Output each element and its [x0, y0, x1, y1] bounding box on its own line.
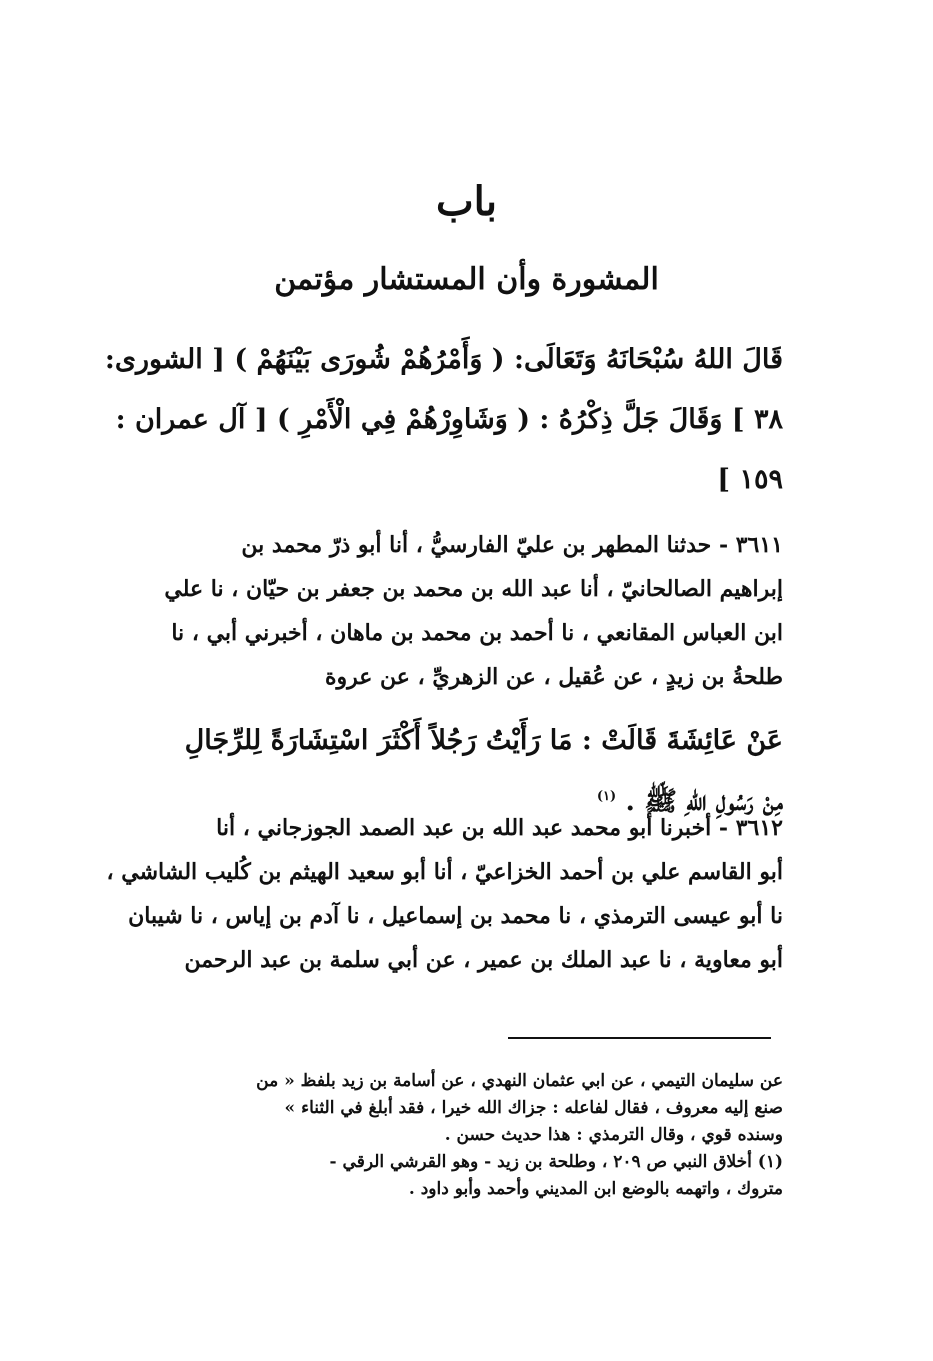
isnad-line: ٣٦١١ - حدثنا المطهر بن عليّ الفارسيُّ ، أنا أبو ذرّ محمد بن [241, 532, 783, 558]
hadith-3611-isnad [128, 523, 783, 699]
footnote-line: متروك ، واتهمه بالوضع ابن المديني وأحمد وأبو داود . [408, 1179, 783, 1199]
isnad-line: نا أبو عيسى الترمذي ، نا محمد بن إسماعيل ، نا آدم بن إياس ، نا شيبان [128, 903, 783, 929]
footnote-marker: (١) [596, 789, 617, 804]
footnotes [128, 1068, 783, 1203]
isnad-line: أبو معاوية ، نا عبد الملك بن عمير ، عن أبي سلمة بن عبد الرحمن [184, 947, 783, 973]
quran-intro-line: ٣٨ ] وَقَالَ جَلَّ ذِكْرُهُ : ( وَشَاوِرْهُمْ فِي الْأَمْرِ ) [ آل عمران : [115, 404, 783, 435]
chapter-heading: باب [436, 178, 497, 225]
isnad-line: أبو القاسم علي بن أحمد الخزاعيّ ، أنا أبو سعيد الهيثم بن كُليب الشاشي ، [106, 859, 783, 885]
footnote-separator [508, 1037, 771, 1039]
matn-line: عَنْ عَائِشَةَ قَالَتْ : مَا رَأَيْتُ رَجُلاً أَكْثَرَ اسْتِشَارَةً لِلرِّجَالِ [184, 725, 783, 756]
isnad-line: طلحةُ بن زيدٍ ، عن عُقيل ، عن الزهريِّ ، عن عروة [324, 664, 783, 690]
footnote-line: (١) أخلاق النبي ص ٢٠٩ ، وطلحة بن زيد - وهو القرشي الرقي - [329, 1152, 783, 1172]
quran-intro-line: قَالَ اللهُ سُبْحَانَهُ وَتَعَالَى: ( وَأَمْرُهُمْ شُورَى بَيْنَهُمْ ) [ الشورى: [104, 344, 783, 375]
isnad-line: إبراهيم الصالحانيّ ، أنا عبد الله بن محمد بن جعفر بن حيّان ، نا علي [164, 576, 783, 602]
matn-line-text: مِنْ رَسُولِ اللهِ ﷺ . [625, 786, 783, 817]
footnote-line: عن سليمان التيمي ، عن ابي عثمان النهدي ، عن أسامة بن زيد بلفظ « من [256, 1071, 783, 1091]
footnote-line: صنع إليه معروف ، فقال لفاعله : جزاك الله خيرا ، فقد أبلغ في الثناء » [284, 1098, 783, 1118]
quran-intro-paragraph [104, 330, 783, 510]
footnote-line: وسنده قوي ، وقال الترمذي : هذا حديث حسن . [444, 1125, 783, 1145]
isnad-line: ٣٦١٢ - أخبرنا أبو محمد عبد الله بن عبد الصمد الجوزجاني ، أنا [216, 815, 783, 841]
isnad-line: ابن العباس المقانعي ، نا أحمد بن محمد بن ماهان ، أخبرني أبي ، نا [171, 620, 783, 646]
chapter-title: المشورة وأن المستشار مؤتمن [274, 262, 659, 297]
quran-intro-line: ١٥٩ ] [717, 464, 783, 495]
hadith-3612-isnad [106, 806, 783, 982]
